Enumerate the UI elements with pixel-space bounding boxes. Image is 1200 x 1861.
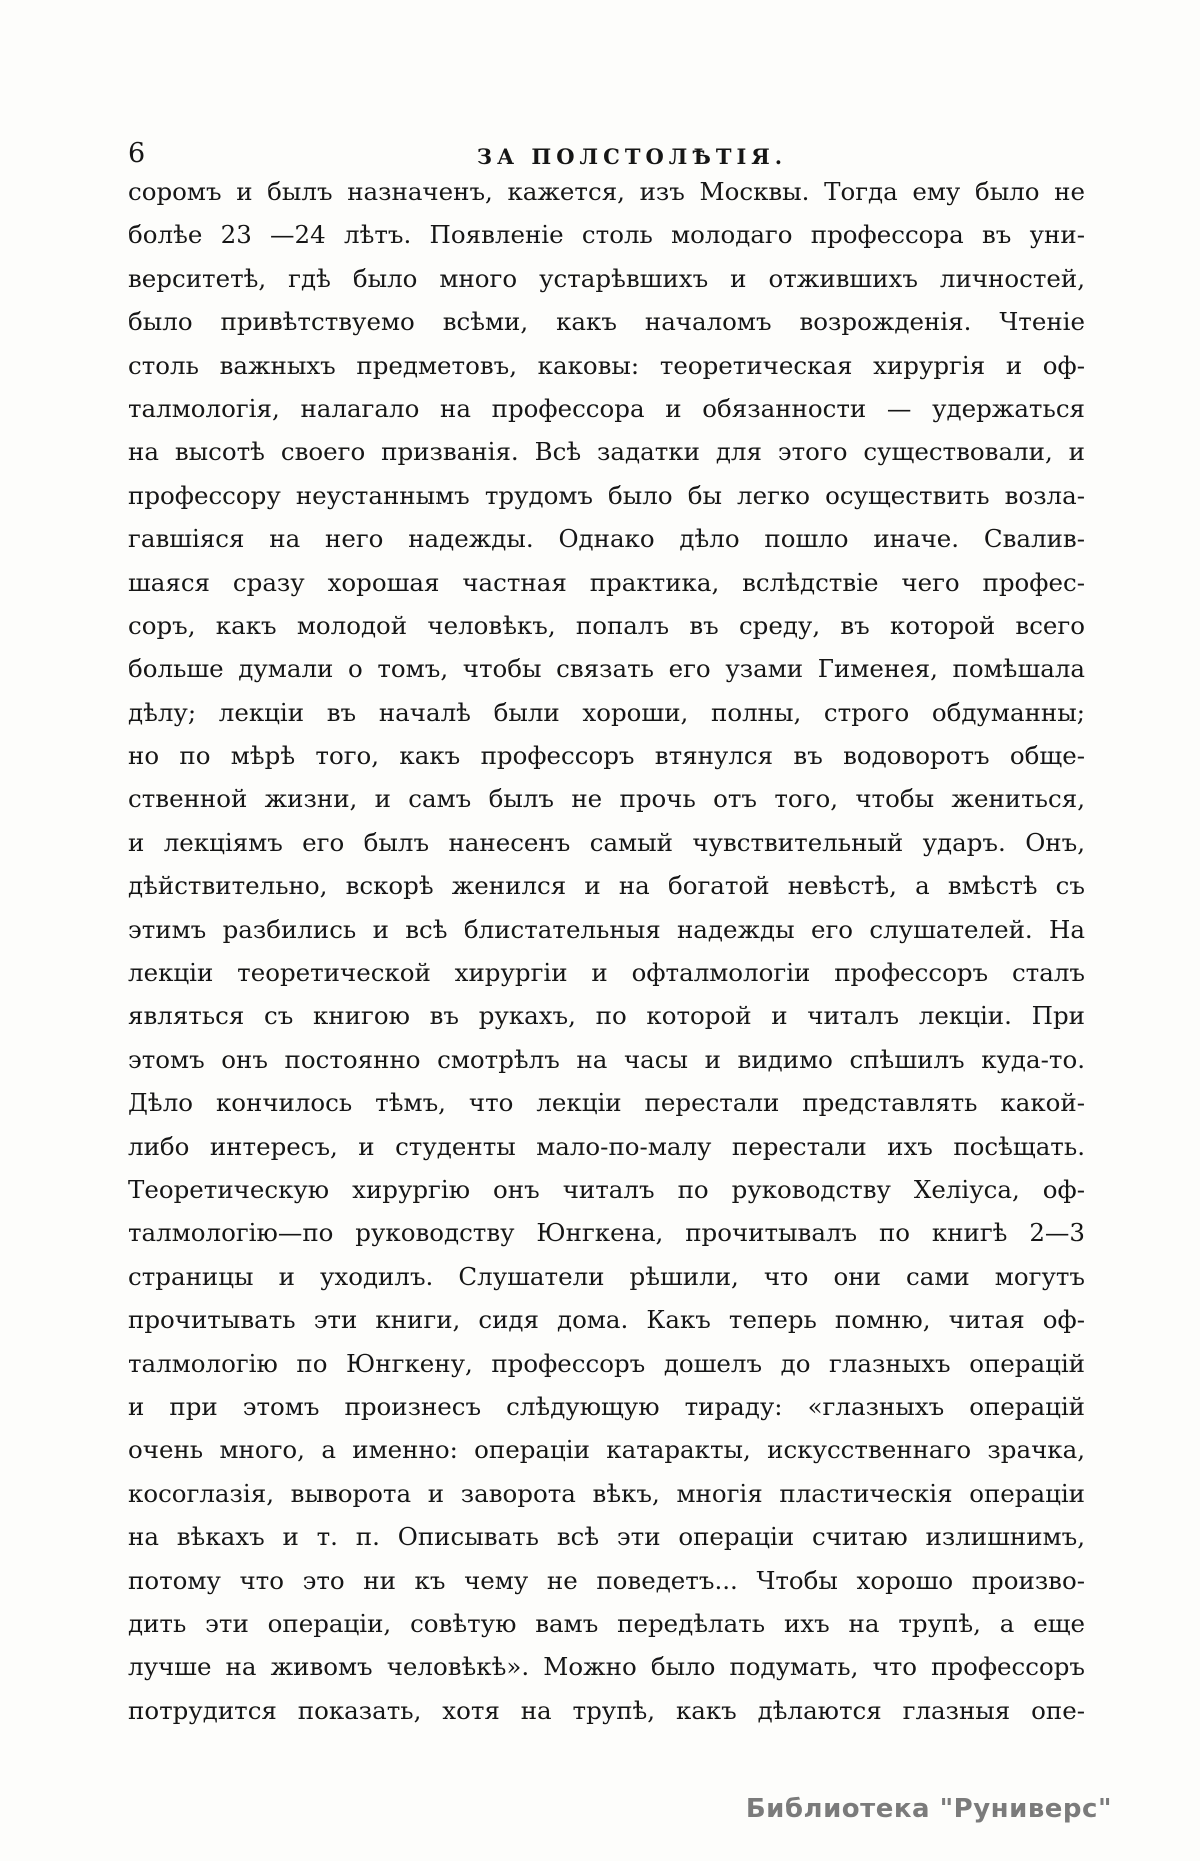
text-line: но по мѣрѣ того, какъ профессоръ втянулся въ водоворотъ обще- bbox=[128, 741, 1085, 771]
text-line: было привѣтствуемо всѣми, какъ началомъ возрожденія. Чтеніе bbox=[128, 307, 1085, 337]
text-line: дѣйствительно, вскорѣ женился и на богатой невѣстѣ, а вмѣстѣ съ bbox=[128, 871, 1085, 901]
text-line: этимъ разбились и всѣ блистательныя надежды его слушателей. На bbox=[128, 914, 1085, 944]
text-line: столь важныхъ предметовъ, каковы: теоретическая хирургія и оф- bbox=[128, 350, 1085, 380]
text-line: больше думали о томъ, чтобы связать его узами Гименея, помѣшала bbox=[128, 654, 1085, 684]
text-line: талмологію—по руководству Юнгкена, прочитывалъ по книгѣ 2—3 bbox=[128, 1218, 1085, 1248]
text-line: шаяся сразу хорошая частная практика, вслѣдствіе чего профес- bbox=[128, 567, 1085, 597]
text-line: талмологію по Юнгкену, профессоръ дошелъ до глазныхъ операцій bbox=[128, 1348, 1085, 1378]
text-line: очень много, а именно: операціи катаракты, искусственнаго зрачка, bbox=[128, 1435, 1085, 1465]
text-line: дить эти операціи, совѣтую вамъ передѣлать ихъ на трупѣ, а еще bbox=[128, 1608, 1085, 1638]
text-line: страницы и уходилъ. Слушатели рѣшили, что они сами могутъ bbox=[128, 1261, 1085, 1291]
text-line: на высотѣ своего призванія. Всѣ задатки для этого существовали, и bbox=[128, 437, 1085, 467]
running-title: ЗА ПОЛСТОЛѢТІЯ. bbox=[476, 144, 788, 169]
text-line: Теоретическую хирургію онъ читалъ по руководству Хеліуса, оф- bbox=[128, 1174, 1085, 1204]
text-line: косоглазія, выворота и заворота вѣкъ, многія пластическія операціи bbox=[128, 1478, 1085, 1508]
text-line: и лекціямъ его былъ нанесенъ самый чувствительный ударъ. Онъ, bbox=[128, 827, 1085, 857]
text-line: либо интересъ, и студенты мало-по-малу перестали ихъ посѣщать. bbox=[128, 1131, 1085, 1161]
text-line: являться съ книгою въ рукахъ, по которой и читалъ лекціи. При bbox=[128, 1001, 1085, 1031]
text-line: лекціи теоретической хирургіи и офталмологіи профессоръ сталъ bbox=[128, 958, 1085, 988]
text-line: и при этомъ произнесъ слѣдующую тираду: «глазныхъ операцій bbox=[128, 1391, 1085, 1421]
text-line: потрудится показать, хотя на трупѣ, какъ дѣлаются глазныя опе- bbox=[128, 1695, 1085, 1725]
watermark: Библиотека "Руниверс" bbox=[745, 1794, 1112, 1824]
text-line: гавшіяся на него надежды. Однако дѣло пошло иначе. Свалив- bbox=[128, 524, 1085, 554]
text-line: верситетѣ, гдѣ было много устарѣвшихъ и отжившихъ личностей, bbox=[128, 263, 1085, 293]
text-line: лучше на живомъ человѣкѣ». Можно было подумать, что профессоръ bbox=[128, 1652, 1085, 1682]
text-line: соръ, какъ молодой человѣкъ, попалъ въ среду, въ которой всего bbox=[128, 610, 1085, 640]
text-line: прочитывать эти книги, сидя дома. Какъ теперь помню, читая оф- bbox=[128, 1305, 1085, 1335]
text-line: дѣлу; лекціи въ началѣ были хороши, полны, строго обдуманны; bbox=[128, 697, 1085, 727]
text-line: Дѣло кончилось тѣмъ, что лекціи перестали представлять какой- bbox=[128, 1088, 1085, 1118]
text-line: соромъ и былъ назначенъ, кажется, изъ Москвы. Тогда ему было не bbox=[128, 177, 1085, 206]
text-line: талмологія, налагало на профессора и обязанности — удержаться bbox=[128, 393, 1085, 423]
text-line: болѣе 23 —24 лѣтъ. Появленіе столь молодаго профессора въ уни- bbox=[128, 220, 1085, 250]
page-number: 6 bbox=[128, 138, 146, 169]
text-line: ственной жизни, и самъ былъ не прочь отъ того, чтобы жениться, bbox=[128, 784, 1085, 814]
text-line: на вѣкахъ и т. п. Описывать всѣ эти операціи считаю излишнимъ, bbox=[128, 1522, 1085, 1552]
text-line: потому что это ни къ чему не поведетъ... Чтобы хорошо произво- bbox=[128, 1565, 1085, 1595]
text-line: этомъ онъ постоянно смотрѣлъ на часы и видимо спѣшилъ куда-то. bbox=[128, 1044, 1085, 1074]
body-text bbox=[128, 170, 1085, 1732]
text-line: профессору неустаннымъ трудомъ было бы легко осуществить возла- bbox=[128, 480, 1085, 510]
